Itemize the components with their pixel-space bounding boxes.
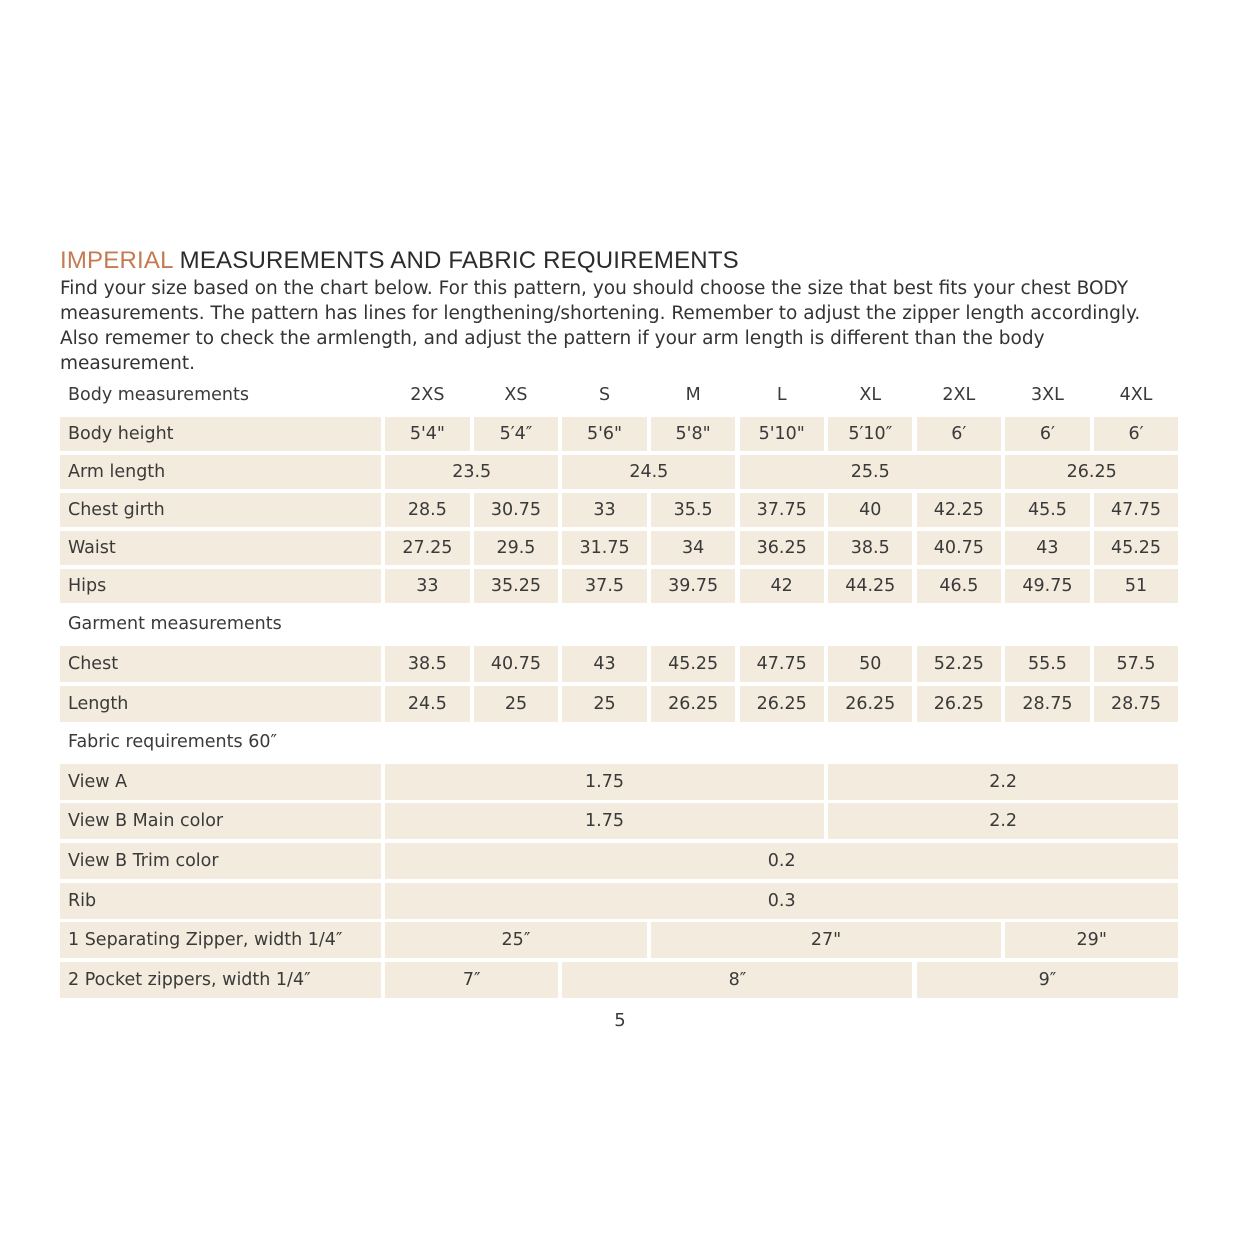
fabric-requirements-table xyxy=(60,724,1176,998)
page-number: 5 xyxy=(614,1010,626,1031)
size-header-s: S xyxy=(598,385,611,405)
row-label-view-b-main: View B Main color xyxy=(60,803,381,839)
table-cell-merged: 27" xyxy=(651,922,1001,958)
table-cell-merged: 7″ xyxy=(385,962,558,998)
table-cell: 57.5 xyxy=(1094,646,1178,682)
table-cell: 47.75 xyxy=(740,646,824,682)
table-cell: 40.75 xyxy=(917,531,1001,565)
page-heading xyxy=(60,246,1180,276)
table-cell: 5'4" xyxy=(385,417,469,451)
table-cell: 35.25 xyxy=(474,569,558,603)
row-label-length: Length xyxy=(60,686,381,722)
table-cell: 28.5 xyxy=(385,493,469,527)
row-label-pocket-zippers: 2 Pocket zippers, width 1/4″ xyxy=(60,962,381,998)
table-cell: 26.25 xyxy=(828,686,912,722)
table-cell: 29.5 xyxy=(474,531,558,565)
table-cell-merged: 23.5 xyxy=(385,455,558,489)
heading-rest: MEASUREMENTS AND FABRIC REQUIREMENTS xyxy=(179,247,739,274)
table-cell: 27.25 xyxy=(385,531,469,565)
table-cell: 38.5 xyxy=(828,531,912,565)
size-header-l: L xyxy=(776,385,787,405)
table-cell: 52.25 xyxy=(917,646,1001,682)
body-measurements-table xyxy=(60,377,1176,603)
table-cell: 26.25 xyxy=(651,686,735,722)
table-cell-merged: 9″ xyxy=(917,962,1179,998)
garment-measurements-table xyxy=(60,606,1176,722)
table-cell: 28.75 xyxy=(1094,686,1178,722)
row-label-chest-girth: Chest girth xyxy=(60,493,381,527)
row-label-view-a: View A xyxy=(60,764,381,800)
intro-paragraph: Find your size based on the chart below. For this pattern, you should choose the size that best fits your chest BODY measurements. The pattern has lines for lengthening/shortening. Remember to adjust the zipper length accordingly. Also rememer to check the armlength, and adjust the pattern if your arm length is different than the body measurement. xyxy=(60,278,1141,374)
table-cell: 6′ xyxy=(1094,417,1178,451)
table-cell: 37.5 xyxy=(562,569,646,603)
size-header-xs: XS xyxy=(504,385,528,405)
table-cell: 42 xyxy=(740,569,824,603)
row-label-chest: Chest xyxy=(60,646,381,682)
table-cell-merged: 25.5 xyxy=(740,455,1002,489)
table-cell-merged: 29" xyxy=(1005,922,1178,958)
table-cell: 43 xyxy=(1005,531,1089,565)
table-cell: 33 xyxy=(562,493,646,527)
table-cell-merged: 26.25 xyxy=(1005,455,1178,489)
size-header-3xl: 3XL xyxy=(1030,385,1064,405)
table-cell: 26.25 xyxy=(740,686,824,722)
table-cell: 49.75 xyxy=(1005,569,1089,603)
row-label-separating-zipper: 1 Separating Zipper, width 1/4″ xyxy=(60,922,381,958)
table-cell-merged: 1.75 xyxy=(385,803,824,839)
table-cell: 26.25 xyxy=(917,686,1001,722)
table-cell-merged: 1.75 xyxy=(385,764,824,800)
size-header-xl: XL xyxy=(859,385,882,405)
table-cell: 28.75 xyxy=(1005,686,1089,722)
table-cell: 40 xyxy=(828,493,912,527)
table-cell: 42.25 xyxy=(917,493,1001,527)
table-cell: 33 xyxy=(385,569,469,603)
table-cell: 38.5 xyxy=(385,646,469,682)
table-cell-merged: 25″ xyxy=(385,922,647,958)
table-cell-merged: 0.3 xyxy=(385,883,1178,919)
table-cell: 31.75 xyxy=(562,531,646,565)
row-label-view-b-trim: View B Trim color xyxy=(60,843,381,879)
table-cell: 45.25 xyxy=(651,646,735,682)
heading-accent: IMPERIAL xyxy=(60,247,173,274)
size-header-2xs: 2XS xyxy=(410,385,445,405)
table-cell: 40.75 xyxy=(474,646,558,682)
table-cell: 25 xyxy=(474,686,558,722)
row-label-arm-length: Arm length xyxy=(60,455,381,489)
document-page xyxy=(60,246,1180,376)
table-cell-merged: 24.5 xyxy=(562,455,735,489)
table-cell: 6′ xyxy=(1005,417,1089,451)
row-label-hips: Hips xyxy=(60,569,381,603)
row-label-waist: Waist xyxy=(60,531,381,565)
table-cell-merged: 8″ xyxy=(562,962,912,998)
table-cell: 5′10″ xyxy=(828,417,912,451)
garment-section-label: Garment measurements xyxy=(68,614,282,634)
table-cell: 30.75 xyxy=(474,493,558,527)
table-cell: 43 xyxy=(562,646,646,682)
table-cell-merged: 0.2 xyxy=(385,843,1178,879)
table-cell: 47.75 xyxy=(1094,493,1178,527)
table-cell: 45.25 xyxy=(1094,531,1178,565)
fabric-section-label: Fabric requirements 60″ xyxy=(68,732,278,752)
table-cell-merged: 2.2 xyxy=(828,803,1178,839)
row-label-rib: Rib xyxy=(60,883,381,919)
row-label-body-height: Body height xyxy=(60,417,381,451)
size-header-2xl: 2XL xyxy=(942,385,976,405)
table-cell: 44.25 xyxy=(828,569,912,603)
table-cell: 50 xyxy=(828,646,912,682)
table-cell: 5'10" xyxy=(740,417,824,451)
table-cell: 36.25 xyxy=(740,531,824,565)
table-cell: 55.5 xyxy=(1005,646,1089,682)
table-cell: 51 xyxy=(1094,569,1178,603)
table-cell: 24.5 xyxy=(385,686,469,722)
size-header-m: M xyxy=(685,385,701,405)
table-cell: 25 xyxy=(562,686,646,722)
table-cell: 46.5 xyxy=(917,569,1001,603)
table-cell: 39.75 xyxy=(651,569,735,603)
table-cell: 45.5 xyxy=(1005,493,1089,527)
table-cell: 34 xyxy=(651,531,735,565)
table-cell: 5′4″ xyxy=(474,417,558,451)
table-cell: 35.5 xyxy=(651,493,735,527)
table-cell-merged: 2.2 xyxy=(828,764,1178,800)
body-section-label: Body measurements xyxy=(68,385,249,405)
size-header-4xl: 4XL xyxy=(1119,385,1153,405)
table-cell: 5'8" xyxy=(651,417,735,451)
table-cell: 6′ xyxy=(917,417,1001,451)
table-cell: 37.75 xyxy=(740,493,824,527)
table-cell: 5'6" xyxy=(562,417,646,451)
